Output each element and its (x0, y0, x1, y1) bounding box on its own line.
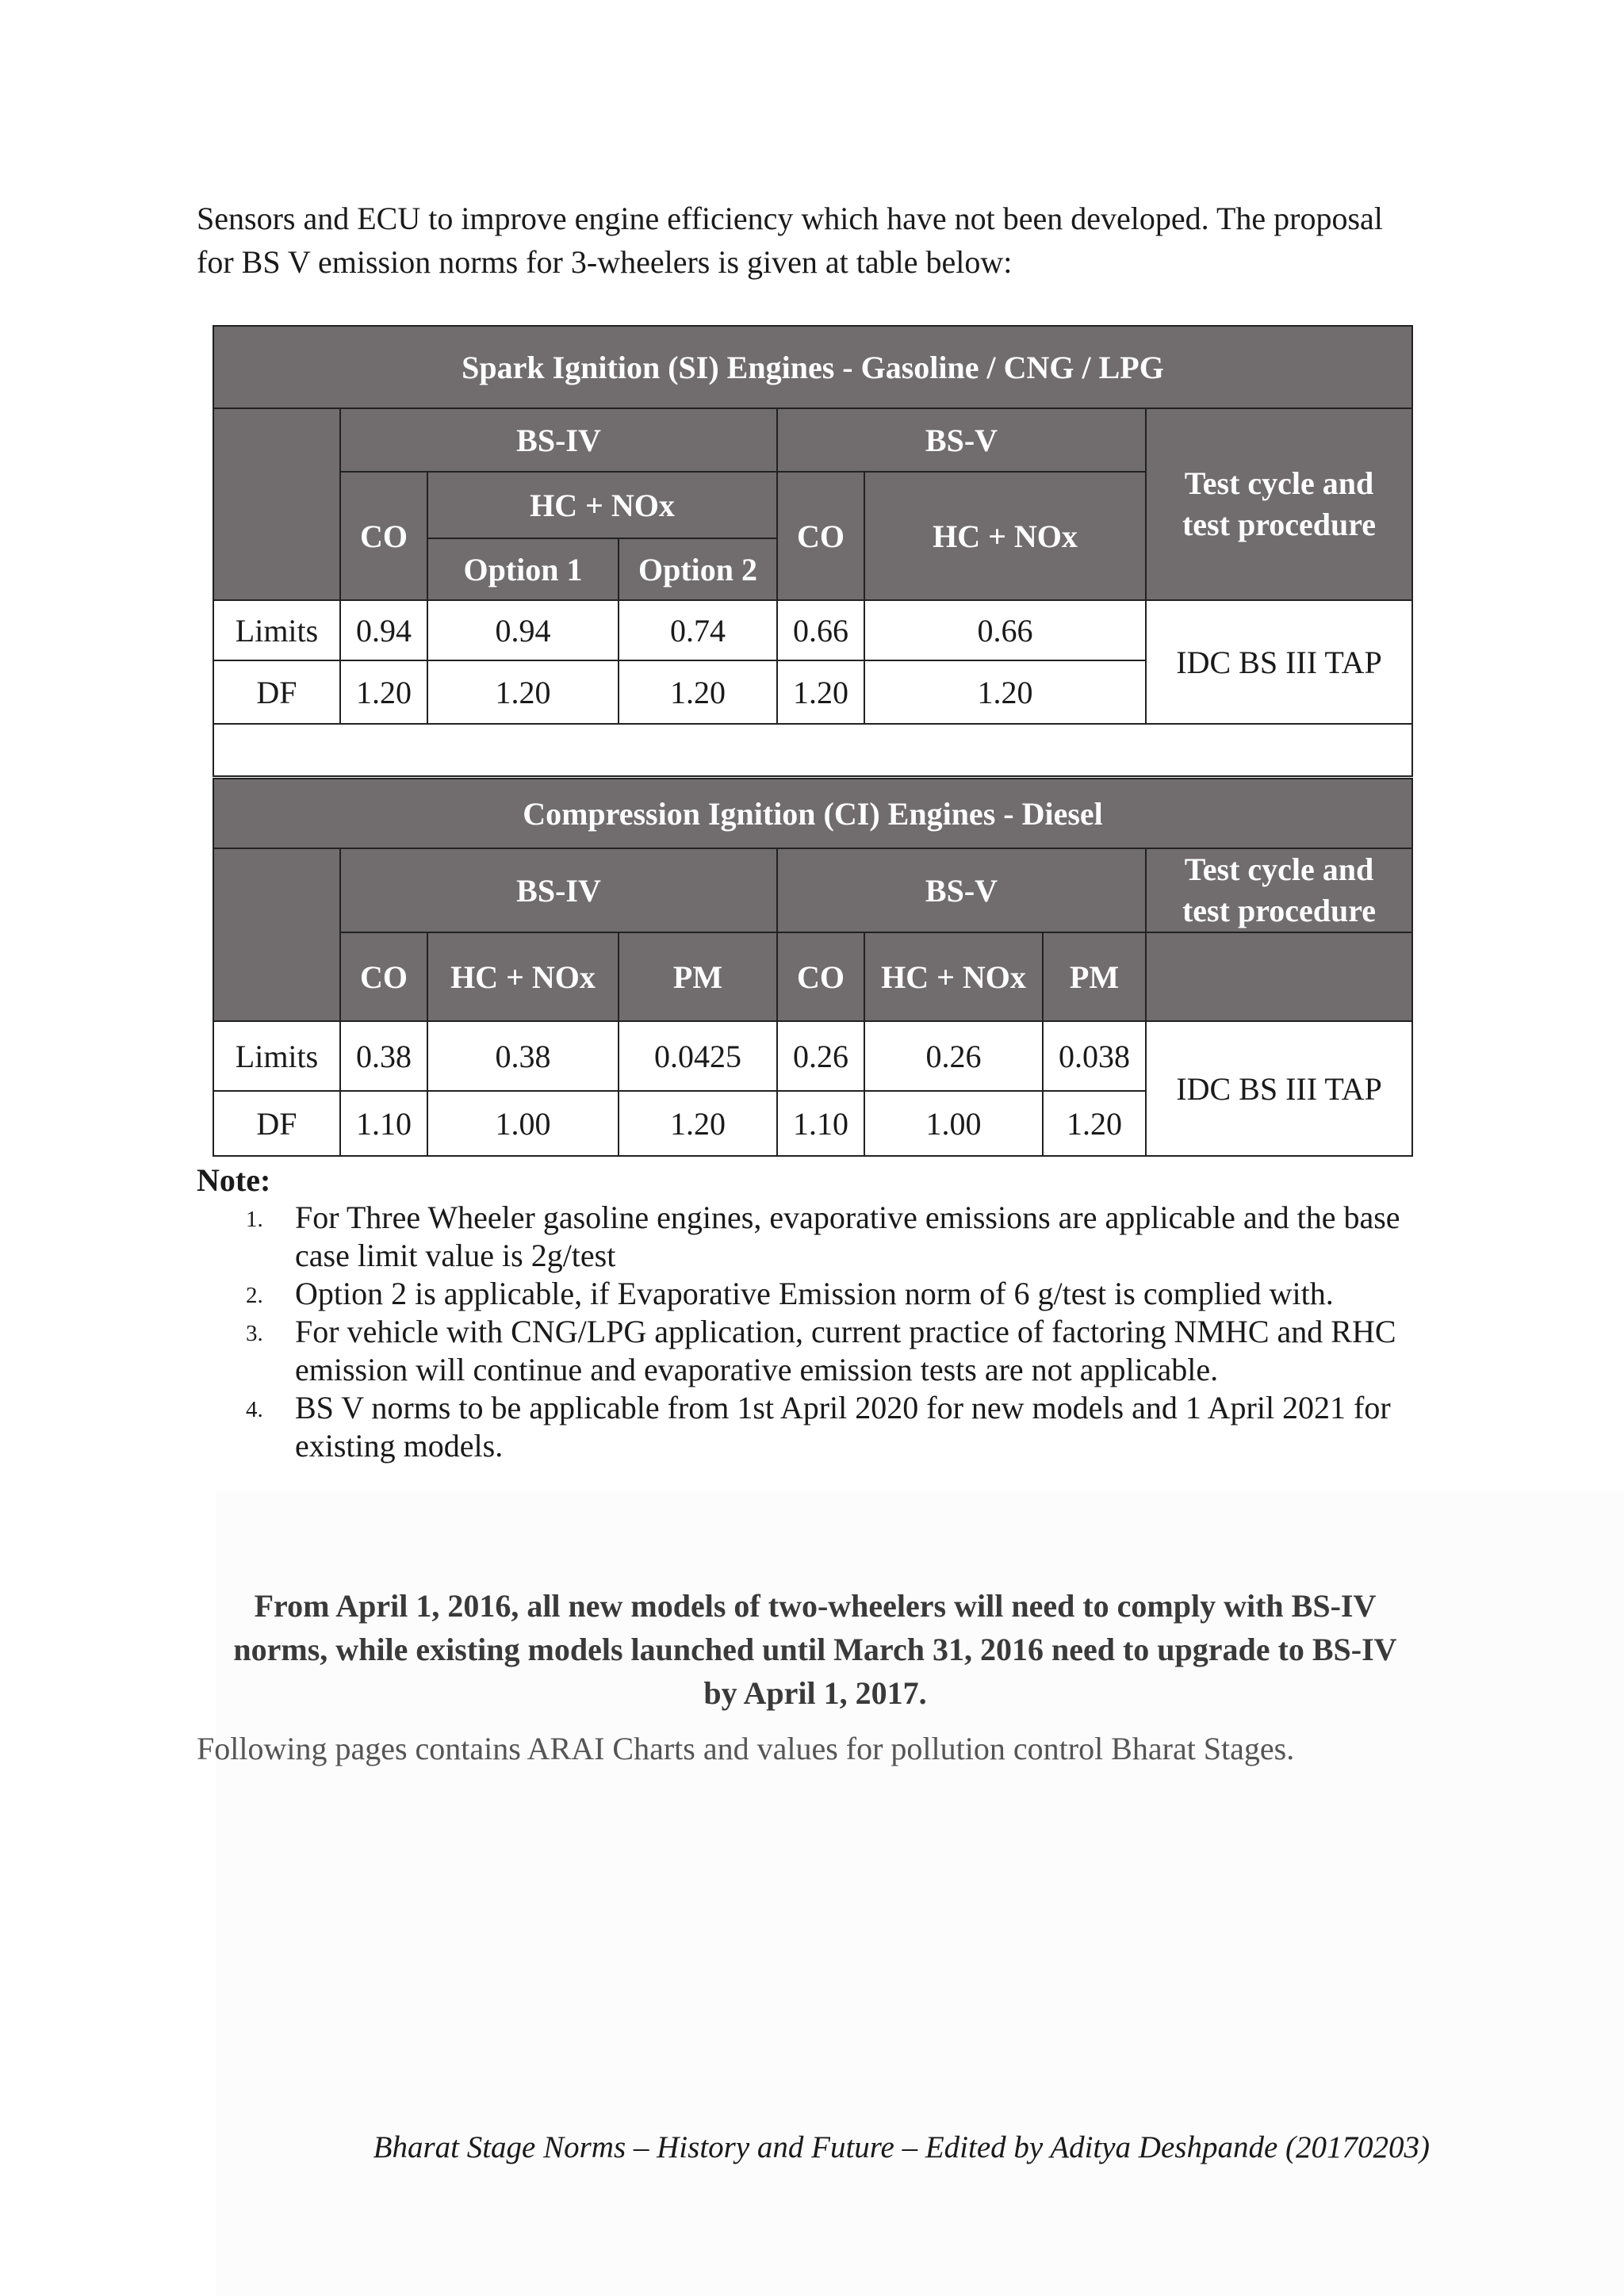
ci-bs5-hcnox-header: HC + NOx (864, 932, 1043, 1021)
si-bs5-header: BS-V (777, 408, 1146, 472)
ci-cell: 1.00 (864, 1091, 1043, 1156)
ci-bs4-pm-header: PM (619, 932, 777, 1021)
ci-cell: 1.20 (619, 1091, 777, 1156)
note-number: 3. (246, 1321, 263, 1346)
test-cycle-line: test procedure (1182, 893, 1377, 928)
ci-cell: 0.38 (340, 1021, 427, 1091)
si-bs4-hcnox-header: HC + NOx (427, 472, 777, 538)
si-table-title: Spark Ignition (SI) Engines - Gasoline / CNG / LPG (213, 326, 1412, 408)
ci-bs5-co-header: CO (777, 932, 864, 1021)
ci-test-cycle-header (1146, 848, 1412, 932)
intro-line: Sensors and ECU to improve engine efficiency which have not been developed. The proposal (197, 201, 1383, 236)
test-cycle-line: Test cycle and (1184, 851, 1374, 887)
note-line: For Three Wheeler gasoline engines, evaporative emissions are applicable and the base (295, 1200, 1400, 1235)
note-line: BS V norms to be applicable from 1st April 2020 for new models and 1 April 2021 for (295, 1390, 1391, 1425)
si-bs4-header: BS-IV (340, 408, 777, 472)
note-item (197, 1389, 1434, 1465)
ci-cell: 0.26 (777, 1021, 864, 1091)
page-footer: Bharat Stage Norms – History and Future – Edited by Aditya Deshpande (20170203) (373, 2130, 1430, 2164)
si-corner-cell (213, 408, 340, 600)
si-bs5-hcnox-header: HC + NOx (864, 472, 1146, 600)
ci-row-label: Limits (213, 1021, 340, 1091)
si-row-label: DF (213, 660, 340, 724)
note-line: case limit value is 2g/test (295, 1238, 616, 1273)
ci-corner-cell (213, 848, 340, 1021)
si-cell: 1.20 (340, 660, 427, 724)
note-item (197, 1199, 1434, 1275)
notes-list (197, 1199, 1434, 1465)
note-line: emission will continue and evaporative emission tests are not applicable. (295, 1352, 1219, 1387)
si-row-label: Limits (213, 600, 340, 660)
ci-bs5-header: BS-V (777, 848, 1146, 932)
si-cell: 1.20 (427, 660, 619, 724)
test-cycle-line: test procedure (1182, 507, 1377, 542)
ci-cell: 1.10 (340, 1091, 427, 1156)
note-item (197, 1275, 1434, 1313)
bs4-compliance-paragraph (197, 1584, 1434, 1715)
ci-test-cycle-blank (1146, 932, 1412, 1021)
ci-cell: 1.10 (777, 1091, 864, 1156)
ci-cell: 0.26 (864, 1021, 1043, 1091)
ci-test-cycle-value: IDC BS III TAP (1146, 1021, 1412, 1156)
ci-cell: 1.00 (427, 1091, 619, 1156)
si-cell: 0.94 (340, 600, 427, 660)
si-option1-header: Option 1 (427, 538, 619, 600)
note-line: Option 2 is applicable, if Evaporative Emission norm of 6 g/test is complied with. (295, 1276, 1334, 1311)
si-test-cycle-value: IDC BS III TAP (1146, 600, 1412, 724)
ci-bs4-co-header: CO (340, 932, 427, 1021)
si-cell: 0.94 (427, 600, 619, 660)
note-line: For vehicle with CNG/LPG application, current practice of factoring NMHC and RHC (295, 1314, 1396, 1349)
ci-row-label: DF (213, 1091, 340, 1156)
si-bs4-co-header: CO (340, 472, 427, 600)
si-cell: 1.20 (777, 660, 864, 724)
ci-table-title: Compression Ignition (CI) Engines - Diesel (213, 779, 1412, 848)
ci-engines-table (213, 778, 1413, 1157)
bold-line: From April 1, 2016, all new models of two-wheelers will need to comply with BS-IV (254, 1588, 1377, 1624)
intro-paragraph (197, 197, 1434, 284)
si-test-cycle-header (1146, 408, 1412, 600)
si-cell: 0.66 (777, 600, 864, 660)
ci-cell: 0.0425 (619, 1021, 777, 1091)
spacer-row (213, 724, 1412, 776)
si-cell: 0.74 (619, 600, 777, 660)
si-cell: 1.20 (619, 660, 777, 724)
ci-bs4-header: BS-IV (340, 848, 777, 932)
note-item (197, 1313, 1434, 1389)
intro-line: for BS V emission norms for 3-wheelers is given at table below: (197, 244, 1013, 280)
si-cell: 0.66 (864, 600, 1146, 660)
note-number: 1. (246, 1207, 263, 1232)
ci-cell: 0.38 (427, 1021, 619, 1091)
note-heading: Note: (197, 1162, 271, 1198)
ci-cell: 1.20 (1043, 1091, 1146, 1156)
note-number: 4. (246, 1397, 263, 1422)
following-pages-text: Following pages contains ARAI Charts and values for pollution control Bharat Stages. (197, 1731, 1295, 1766)
note-number: 2. (246, 1283, 263, 1308)
si-engines-table (213, 325, 1413, 777)
note-line: existing models. (295, 1428, 504, 1464)
ci-cell: 0.038 (1043, 1021, 1146, 1091)
bold-line: by April 1, 2017. (703, 1675, 927, 1711)
test-cycle-line: Test cycle and (1184, 465, 1374, 501)
ci-bs5-pm-header: PM (1043, 932, 1146, 1021)
si-bs5-co-header: CO (777, 472, 864, 600)
si-option2-header: Option 2 (619, 538, 777, 600)
ci-bs4-hcnox-header: HC + NOx (427, 932, 619, 1021)
si-cell: 1.20 (864, 660, 1146, 724)
bold-line: norms, while existing models launched until March 31, 2016 need to upgrade to BS-IV (233, 1632, 1397, 1667)
